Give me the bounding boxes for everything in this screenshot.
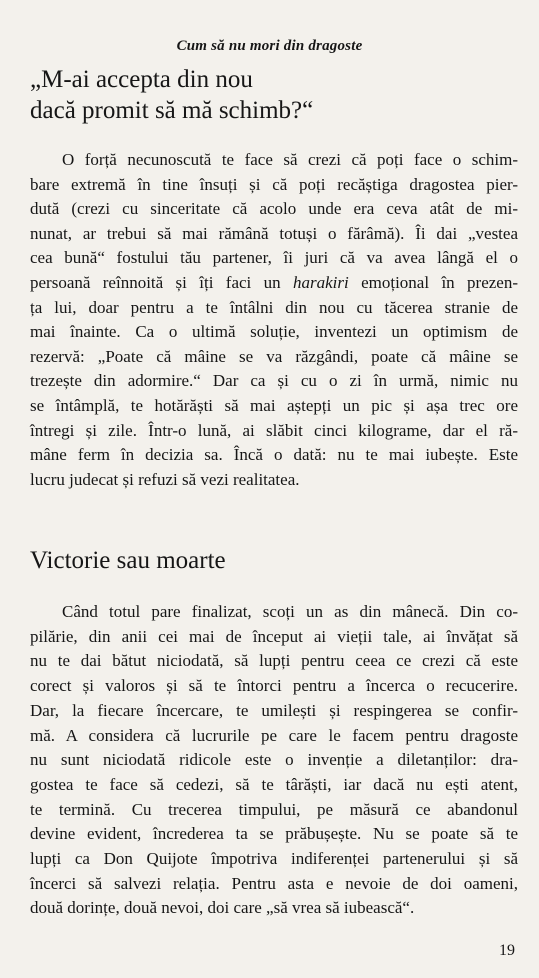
text-line: O forță necunoscută te face să crezi că poți face o schim- [62, 150, 518, 169]
text-line: cea bună“ fostului tău partener, îi juri că va avea lângă el o [30, 248, 518, 268]
text-line: trezește din adormire.“ Dar ca și cu o zi în urmă, nimic nu [30, 371, 518, 391]
text-line: mâne ferm în decizia sa. Încă o dată: nu te mai iubește. Este [30, 445, 518, 465]
text-line: mai înainte. Ca o ultimă soluție, inventezi un optimism de [30, 322, 518, 342]
text-line: corect și valoros și să te întorci pentru a încerca o recucerire. [30, 676, 518, 696]
text-line: dută (crezi cu sinceritate că acolo unde era ceva atât de mi- [30, 199, 518, 219]
text-segment: emoțional în prezen- [348, 272, 518, 292]
text-line: mă. A considera că lucrurile pe care le facem pentru dragoste [30, 725, 518, 745]
text-line: două dorințe, două nevoi, doi care „să vrea să iubească“. [30, 898, 415, 918]
heading-line: „M-ai accepta din nou [30, 66, 253, 93]
italic-term: harakiri [293, 272, 349, 292]
text-line: pilărie, din anii cei mai de început ai vieții tale, ai învățat să [30, 626, 518, 646]
text-line: Dar, la fiecare încercare, te umilești și respingerea se confir- [30, 700, 518, 720]
text-line: nu sunt niciodată ridicole este o invenție a diletanților: dra- [30, 750, 518, 770]
text-line: se întâmplă, te hotărăști să mai aștepți un pic și așa trec ore [30, 395, 518, 415]
text-line: rezervă: „Poate că mâine se va răzgândi, poate că mâine se [30, 346, 518, 366]
text-line: încerci să salvezi relația. Pentru asta e nevoie de doi oameni, [30, 873, 518, 893]
text-line: devine evident, încrederea ta se prăbușește. Nu se poate să te [30, 824, 518, 844]
text-line [30, 271, 518, 296]
text-line: întregi și zile. Într-o lună, ai slăbit cinci kilograme, dar el ră- [30, 420, 518, 440]
body-paragraph-1 [30, 148, 518, 492]
text-line: te termină. Cu trecerea timpului, pe măsură ce abandonul [30, 799, 518, 819]
text-line: bare extremă în tine însuți și că poți recăștiga dragostea pier- [30, 174, 518, 194]
page-number: 19 [499, 942, 515, 959]
text-line: nu te dai bătut niciodată, să lupți pentru ceea ce crezi că este [30, 651, 518, 671]
text-line: gostea te face să cedezi, să te târăști, iar dacă nu ești atent, [30, 774, 518, 794]
body-paragraph-2 [30, 600, 518, 921]
text-line: ța lui, doar pentru a te întâlni din nou cu tăcerea stranie de [30, 297, 518, 317]
text-line: nunat, ar trebui să mai rămână totuși o fărâmă). Îi dai „vestea [30, 223, 518, 243]
section-heading-1 [30, 64, 450, 126]
heading-line: dacă promit să mă schimb?“ [30, 97, 314, 124]
text-line: Când totul pare finalizat, scoți un as din mânecă. Din co- [62, 602, 518, 621]
text-segment: persoană reînnoită și îți faci un [30, 272, 293, 292]
text-line: lupți ca Don Quijote împotriva indiferenței partenerului și să [30, 849, 518, 869]
text-line: lucru judecat și refuzi să vezi realitatea. [30, 469, 300, 489]
section-heading-2: Victorie sau moarte [30, 547, 226, 574]
running-header: Cum să nu mori din dragoste [176, 38, 363, 54]
